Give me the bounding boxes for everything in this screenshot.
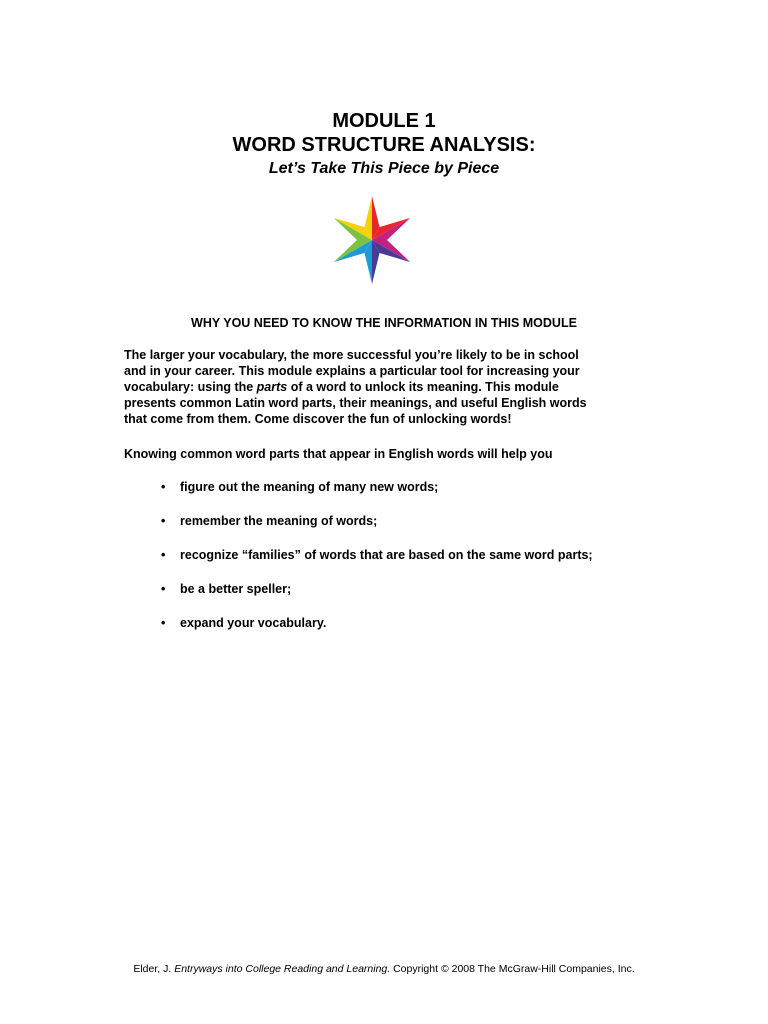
list-item xyxy=(161,479,593,495)
intro-line: presents common Latin word parts, their meanings, and useful English words xyxy=(124,396,587,410)
list-item xyxy=(161,547,593,563)
benefits-list xyxy=(161,479,593,649)
lead-in-text: Knowing common word parts that appear in English words will help you xyxy=(124,447,553,461)
bullet-icon: • xyxy=(161,616,166,630)
list-item-text: figure out the meaning of many new words; xyxy=(180,480,439,494)
module-number: MODULE 1 xyxy=(332,110,436,132)
intro-line: and in your career. This module explains a particular tool for increasing your xyxy=(124,364,580,378)
intro-line xyxy=(124,379,654,395)
list-item xyxy=(161,513,593,529)
emphasis-parts: parts xyxy=(256,380,288,394)
list-item-text: remember the meaning of words; xyxy=(180,514,378,528)
page-subtitle: Let’s Take This Piece by Piece xyxy=(268,160,500,177)
page-title: WORD STRUCTURE ANALYSIS: xyxy=(232,134,536,156)
intro-line-text: of a word to unlock its meaning. This module xyxy=(287,380,559,394)
section-heading: WHY YOU NEED TO KNOW THE INFORMATION IN THIS MODULE xyxy=(191,316,577,330)
intro-paragraph xyxy=(124,347,654,427)
footer-author: Elder, J. xyxy=(133,963,175,975)
list-item-text: expand your vocabulary. xyxy=(180,616,327,630)
bullet-icon: • xyxy=(161,480,166,494)
footer-copyright: Copyright © 2008 The McGraw-Hill Companies, Inc. xyxy=(390,963,635,975)
six-point-color-star-icon xyxy=(334,195,410,285)
intro-line-text: vocabulary: using the xyxy=(124,380,257,394)
list-item xyxy=(161,615,593,631)
bullet-icon: • xyxy=(161,548,166,562)
intro-line: The larger your vocabulary, the more successful you’re likely to be in school xyxy=(124,348,579,362)
list-item xyxy=(161,581,593,597)
bullet-icon: • xyxy=(161,514,166,528)
copyright-footer xyxy=(0,963,768,976)
list-item-text: recognize “families” of words that are based on the same word parts; xyxy=(180,548,593,562)
intro-line: that come from them. Come discover the fun of unlocking words! xyxy=(124,412,512,426)
footer-book-title: Entryways into College Reading and Learning. xyxy=(174,963,391,975)
list-item-text: be a better speller; xyxy=(180,582,292,596)
bullet-icon: • xyxy=(161,582,166,596)
